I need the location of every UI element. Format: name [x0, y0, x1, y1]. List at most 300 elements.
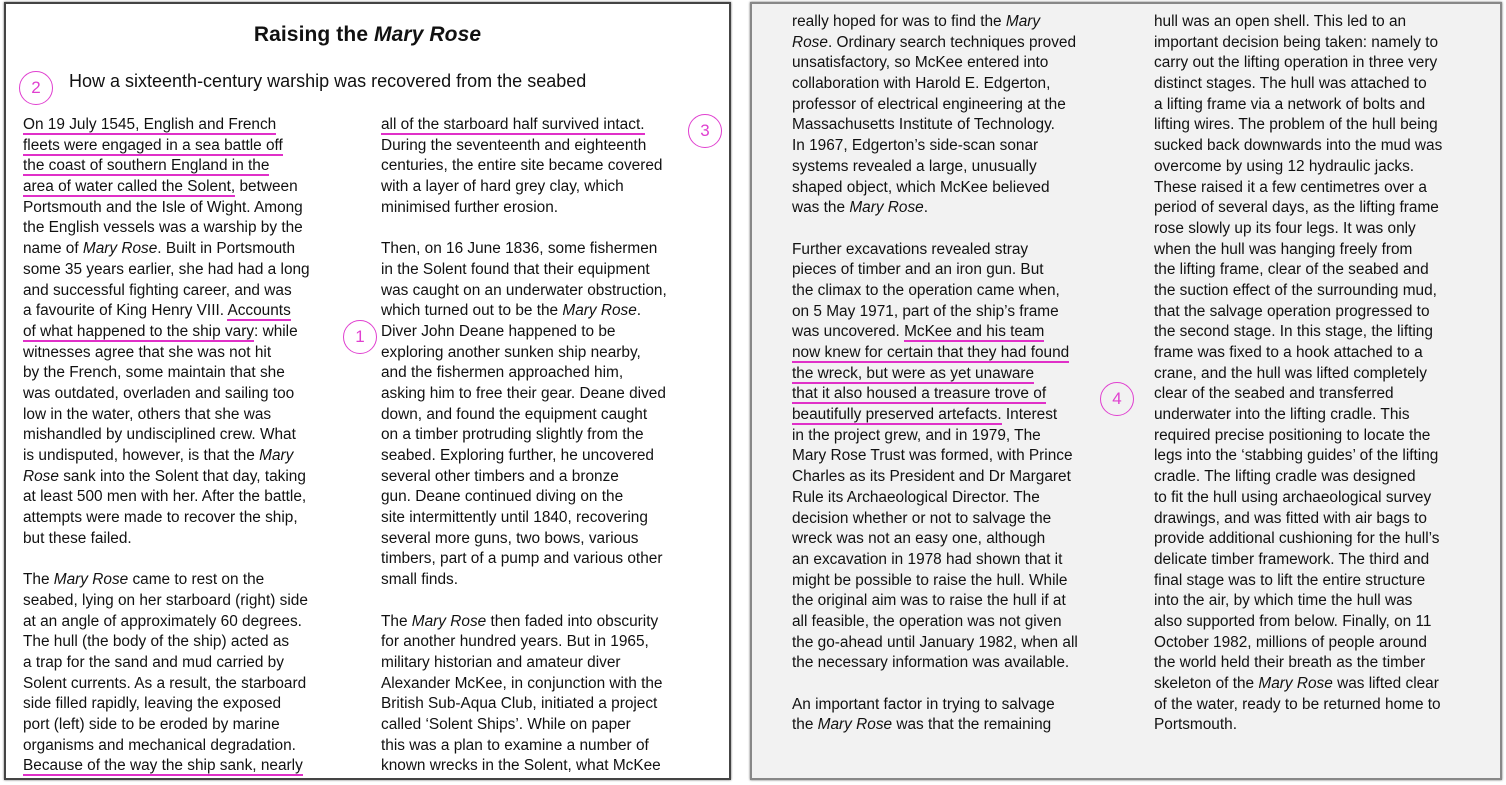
- text-run: on a timber protruding slightly from the: [381, 426, 644, 444]
- annotation-marker-3: 3: [688, 114, 722, 148]
- text-line: [23, 487, 368, 508]
- text-run: was the: [792, 199, 850, 217]
- text-run: Charles as its President and Dr Margaret: [792, 468, 1071, 486]
- text-line: [1154, 591, 1499, 612]
- underlined-text: McKee and his team: [904, 323, 1045, 341]
- text-run: overcome by using 12 hydraulic jacks.: [1154, 157, 1415, 175]
- text-run: .: [923, 199, 929, 217]
- text-line: [381, 549, 716, 570]
- text-run: in the project grew, and in 1979, The: [792, 426, 1041, 444]
- text-line: [23, 156, 368, 177]
- text-run: Mary Rose: [562, 302, 637, 320]
- text-run: systems revealed a large, unusually: [792, 157, 1037, 175]
- underlined-text: Because of the way the ship sank, nearly: [23, 757, 303, 775]
- text-line: [381, 694, 716, 715]
- text-line: [792, 405, 1142, 426]
- text-column-2: [381, 115, 716, 777]
- text-run: low in the water, others that she was: [23, 405, 272, 423]
- text-run: decision whether or not to salvage the: [792, 509, 1052, 527]
- text-run: Interest: [1001, 406, 1058, 424]
- text-line: [23, 632, 368, 653]
- text-run: with a layer of hard grey clay, which: [381, 178, 624, 196]
- text-run: important decision being taken: namely to: [1154, 33, 1439, 51]
- text-line: [381, 570, 716, 591]
- text-run: . Ordinary search techniques proved: [827, 33, 1077, 51]
- text-line: [1154, 550, 1499, 571]
- text-run: carry out the lifting operation in three very: [1154, 54, 1438, 72]
- text-run: Further excavations revealed stray: [792, 240, 1029, 258]
- text-line: [381, 177, 716, 198]
- text-line: [23, 736, 368, 757]
- text-line: [1154, 12, 1499, 33]
- text-line: [381, 487, 716, 508]
- text-line: [792, 115, 1142, 136]
- text-run: side filled rapidly, leaving the exposed: [23, 695, 282, 713]
- text-line: [792, 695, 1142, 716]
- text-line: [1154, 240, 1499, 261]
- text-run: required precise positioning to locate the: [1154, 426, 1431, 444]
- text-line: [1154, 467, 1499, 488]
- text-line: [1154, 384, 1499, 405]
- text-run: In 1967, Edgerton’s side-scan sonar: [792, 137, 1039, 155]
- text-line: [23, 529, 368, 550]
- text-run: in the Solent found that their equipment: [381, 260, 650, 278]
- text-line: [792, 591, 1142, 612]
- text-line: [1154, 302, 1499, 323]
- text-line: [792, 653, 1142, 674]
- text-line: [23, 218, 368, 239]
- text-run: sank into the Solent that day, taking: [58, 467, 306, 485]
- text-line: [1154, 529, 1499, 550]
- underlined-text: Accounts: [227, 302, 291, 320]
- text-line: [23, 343, 368, 364]
- text-line: [381, 156, 716, 177]
- text-run: centuries, the entire site became covered: [381, 157, 663, 175]
- text-run: really hoped for was to find the: [792, 13, 1006, 30]
- text-run: name of: [23, 240, 83, 258]
- text-line: [23, 239, 368, 260]
- text-run: The: [381, 612, 412, 630]
- text-run: Diver John Deane happened to be: [381, 322, 616, 340]
- text-run: all feasible, the operation was not given: [792, 612, 1062, 630]
- text-line: [23, 281, 368, 302]
- text-line: [381, 612, 716, 633]
- text-line: [792, 529, 1142, 550]
- text-run: Mary Rose: [849, 199, 924, 217]
- text-run: The: [23, 571, 54, 589]
- text-column-3: [792, 12, 1142, 736]
- text-run: Rule its Archaeological Director. The: [792, 488, 1040, 506]
- text-run: skeleton of the: [1154, 675, 1259, 692]
- text-run: lifting wires. The problem of the hull being: [1154, 116, 1438, 134]
- text-run: Rose: [792, 33, 828, 51]
- text-run: Portsmouth and the Isle of Wight. Among: [23, 198, 303, 216]
- text-line: [381, 674, 716, 695]
- text-run: unsatisfactory, so McKee entered into: [792, 54, 1049, 72]
- text-line: [23, 301, 368, 322]
- text-line: [1154, 364, 1499, 385]
- text-run: the go-ahead until January 1982, when all: [792, 633, 1078, 651]
- text-line: [1154, 343, 1499, 364]
- text-line: [1154, 260, 1499, 281]
- text-run: the: [792, 716, 818, 734]
- text-line: [381, 115, 716, 136]
- text-line: [381, 301, 716, 322]
- text-line: [381, 405, 716, 426]
- text-run: provide additional cushioning for the hull’s: [1154, 530, 1440, 548]
- text-run: might be possible to raise the hull. While: [792, 571, 1068, 589]
- text-line: [792, 343, 1142, 364]
- text-run: on 5 May 1971, part of the ship’s frame: [792, 302, 1059, 320]
- text-line: [23, 405, 368, 426]
- text-run: An important factor in trying to salvage: [792, 695, 1055, 713]
- text-run: a lifting frame via a network of bolts and: [1154, 95, 1426, 113]
- text-line: [381, 446, 716, 467]
- text-line: [1154, 509, 1499, 530]
- text-line: [381, 198, 716, 219]
- text-line: [792, 426, 1142, 447]
- underlined-text: of what happened to the ship vary: [23, 322, 255, 340]
- text-line: [381, 508, 716, 529]
- text-run: was uncovered.: [792, 323, 905, 341]
- text-run: the English vessels was a warship by the: [23, 219, 303, 237]
- text-run: small finds.: [381, 571, 458, 589]
- underlined-text: the wreck, but were as yet unaware: [792, 364, 1035, 382]
- text-line: [792, 571, 1142, 592]
- text-run: period of several days, as the lifting frame: [1154, 199, 1439, 217]
- text-line: [1154, 178, 1499, 199]
- text-line: [381, 239, 716, 260]
- text-run: attempts were made to recover the ship,: [23, 509, 298, 527]
- text-line: [381, 653, 716, 674]
- text-line: [381, 425, 716, 446]
- text-run: was that the remaining: [892, 716, 1052, 734]
- text-run: the original aim was to raise the hull if at: [792, 592, 1066, 610]
- text-line: [23, 198, 368, 219]
- text-run: into the air, by which time the hull was: [1154, 592, 1413, 610]
- text-run: several more guns, two bows, various: [381, 529, 639, 547]
- text-line: [23, 467, 368, 488]
- text-run: then faded into obscurity: [486, 612, 659, 630]
- text-line: [381, 715, 716, 736]
- text-line: [381, 591, 716, 612]
- text-line: [792, 488, 1142, 509]
- text-run: Then, on 16 June 1836, some fishermen: [381, 240, 658, 258]
- text-run: Portsmouth.: [1154, 716, 1237, 734]
- text-run: that the salvage operation progressed to: [1154, 302, 1430, 320]
- text-line: [381, 756, 716, 777]
- text-run: British Sub-Aqua Club, initiated a project: [381, 695, 658, 713]
- text-run: was outdated, overladen and sailing too: [23, 384, 295, 402]
- text-column-4: [1154, 12, 1499, 736]
- text-run: Mary Rose: [53, 571, 129, 589]
- text-line: [1154, 95, 1499, 116]
- text-run: mishandled by undisciplined crew. What: [23, 426, 296, 444]
- text-run: to fit the hull using archaeological survey: [1154, 488, 1432, 506]
- text-line: [23, 570, 368, 591]
- text-run: clear of the seabed and transferred: [1154, 385, 1394, 403]
- underlined-text: now knew for certain that they had found: [792, 344, 1070, 361]
- text-run: legs into the ‘stabbing guides’ of the lifting: [1154, 447, 1439, 465]
- text-run: by the French, some maintain that she: [23, 364, 285, 382]
- text-run: some 35 years earlier, she had had a long: [23, 260, 310, 278]
- text-line: [792, 157, 1142, 178]
- text-line: [792, 12, 1142, 33]
- annotation-marker-4: 4: [1100, 382, 1134, 416]
- text-line: [381, 281, 716, 302]
- text-line: [23, 384, 368, 405]
- text-line: [1154, 53, 1499, 74]
- underlined-text: On 19 July 1545, English and French: [23, 116, 277, 133]
- text-line: [792, 384, 1142, 405]
- text-line: [792, 260, 1142, 281]
- page-gutter: [733, 0, 748, 785]
- text-run: of the water, ready to be returned home to: [1154, 695, 1441, 713]
- text-run: this was a plan to examine a number of: [381, 736, 649, 754]
- text-run: hull was an open shell. This led to an: [1154, 13, 1407, 30]
- text-line: [1154, 612, 1499, 633]
- text-line: [23, 177, 368, 198]
- text-run: seabed. Exploring further, he uncovered: [381, 447, 654, 464]
- text-line: [792, 240, 1142, 261]
- text-run: October 1982, millions of people around: [1154, 633, 1427, 651]
- text-run: rose slowly up its four legs. It was only: [1154, 219, 1416, 237]
- text-run: Mary: [1005, 13, 1041, 30]
- text-line: [792, 198, 1142, 219]
- text-run: asking him to free their gear. Deane dived: [381, 384, 666, 402]
- text-run: is undisputed, however, is that the: [23, 447, 260, 464]
- text-line: [23, 674, 368, 695]
- text-run: Mary Rose: [1258, 675, 1333, 692]
- text-run: a favourite of King Henry VIII.: [23, 302, 228, 320]
- article-title-text: Raising the: [253, 23, 369, 46]
- text-line: [1154, 157, 1499, 178]
- text-run: witnesses agree that she was not hit: [23, 343, 272, 361]
- text-line: [1154, 488, 1499, 509]
- text-column-1: [23, 115, 368, 777]
- text-run: Mary: [259, 447, 294, 464]
- text-run: down, and found the equipment caught: [381, 405, 648, 423]
- article-subtitle: How a sixteenth-century warship was recovered from the seabed: [69, 71, 587, 91]
- text-run: a trap for the sand and mud carried by: [23, 653, 284, 671]
- text-run: the world held their breath as the timber: [1154, 654, 1426, 672]
- text-line: [1154, 695, 1499, 716]
- text-line: [792, 95, 1142, 116]
- underlined-text: beautifully preserved artefacts.: [792, 406, 1002, 424]
- text-run: port (left) side to be eroded by marine: [23, 715, 280, 733]
- text-line: [792, 550, 1142, 571]
- text-line: [1154, 198, 1499, 219]
- text-run: for another hundred years. But in 1965,: [381, 633, 649, 651]
- left-page: [4, 2, 731, 780]
- text-run: The hull (the body of the ship) acted as: [23, 633, 290, 651]
- text-line: [381, 529, 716, 550]
- text-run: Alexander McKee, in conjunction with the: [381, 674, 663, 692]
- text-run: sucked back downwards into the mud was: [1154, 137, 1443, 155]
- text-run: but these failed.: [23, 529, 132, 547]
- text-run: timbers, part of a pump and various other: [381, 550, 663, 568]
- text-run: military historian and amateur diver: [381, 653, 621, 671]
- text-run: cradle. The lifting cradle was designed: [1154, 468, 1416, 486]
- text-run: the lifting frame, clear of the seabed and: [1154, 261, 1429, 279]
- text-run: and successful fighting career, and was: [23, 281, 292, 299]
- text-line: [792, 53, 1142, 74]
- text-run: distinct stages. The hull was attached to: [1154, 75, 1427, 93]
- text-run: pieces of timber and an iron gun. But: [792, 261, 1044, 279]
- text-line: [1154, 115, 1499, 136]
- text-run: also supported from below. Finally, on 11: [1154, 612, 1432, 630]
- text-line: [23, 260, 368, 281]
- text-line: [792, 446, 1142, 467]
- text-line: [792, 74, 1142, 95]
- text-line: [792, 364, 1142, 385]
- text-line: [1154, 219, 1499, 240]
- text-run: These raised it a few centimetres over a: [1154, 178, 1427, 196]
- text-line: [1154, 33, 1499, 54]
- text-line: [1154, 674, 1499, 695]
- text-run: professor of electrical engineering at the: [792, 95, 1066, 113]
- text-run: collaboration with Harold E. Edgerton,: [792, 75, 1051, 93]
- text-line: [792, 612, 1142, 633]
- text-run: at least 500 men with her. After the battle,: [23, 488, 307, 506]
- text-run: the necessary information was available.: [792, 654, 1070, 672]
- text-line: [1154, 633, 1499, 654]
- text-line: [1154, 446, 1499, 467]
- underlined-text: that it also housed a treasure trove of: [792, 385, 1047, 403]
- text-run: organisms and mechanical degradation.: [23, 736, 296, 754]
- text-run: delicate timber framework. The third and: [1154, 550, 1430, 568]
- text-run: called ‘Solent Ships’. While on paper: [381, 715, 631, 733]
- text-line: [1154, 322, 1499, 343]
- text-run: came to rest on the: [128, 571, 265, 589]
- text-line: [23, 508, 368, 529]
- text-line: [792, 509, 1142, 530]
- text-run: the climax to the operation came when,: [792, 281, 1060, 299]
- text-line: [381, 632, 716, 653]
- text-run: gun. Deane continued diving on the: [381, 488, 624, 506]
- text-run: known wrecks in the Solent, what McKee: [381, 757, 661, 775]
- text-run: Mary Rose: [411, 612, 487, 630]
- text-run: drawings, and was fitted with air bags to: [1154, 509, 1427, 527]
- text-line: [792, 467, 1142, 488]
- text-line: [792, 281, 1142, 302]
- article-title: [6, 23, 729, 47]
- underlined-text: area of water called the Solent,: [23, 178, 236, 196]
- text-run: at an angle of approximately 60 degrees.: [23, 612, 302, 630]
- text-line: [1154, 136, 1499, 157]
- text-run: was lifted clear: [1332, 675, 1439, 692]
- text-line: [381, 384, 716, 405]
- text-line: [381, 260, 716, 281]
- annotation-marker-2: 2: [19, 71, 53, 105]
- underlined-text: the coast of southern England in the: [23, 157, 270, 175]
- text-line: [381, 218, 716, 239]
- text-run: Massachusetts Institute of Technology.: [792, 116, 1055, 134]
- text-line: [1154, 74, 1499, 95]
- text-line: [381, 322, 716, 343]
- text-line: [792, 33, 1142, 54]
- text-run: the suction effect of the surrounding mud,: [1154, 281, 1437, 299]
- right-page: [750, 2, 1502, 780]
- text-line: [792, 633, 1142, 654]
- text-line: [381, 343, 716, 364]
- text-line: [792, 715, 1142, 736]
- text-run: frame was fixed to a hook attached to a: [1154, 344, 1423, 361]
- text-run: final stage was to lift the entire structure: [1154, 571, 1426, 589]
- text-run: . Built in Portsmouth: [157, 240, 296, 258]
- underlined-text: all of the starboard half survived intact.: [381, 116, 645, 133]
- text-line: [1154, 405, 1499, 426]
- text-line: [23, 612, 368, 633]
- text-line: [792, 302, 1142, 323]
- text-run: Mary Rose Trust was formed, with Prince: [792, 447, 1073, 465]
- text-line: [1154, 281, 1499, 302]
- text-run: Mary Rose: [817, 716, 893, 734]
- text-run: During the seventeenth and eighteenth: [381, 136, 647, 154]
- text-run: was caught on an underwater obstruction,: [381, 281, 667, 299]
- text-run: crane, and the hull was lifted completely: [1154, 364, 1427, 382]
- text-line: [381, 467, 716, 488]
- text-line: [23, 115, 368, 136]
- text-line: [23, 653, 368, 674]
- text-run: seabed, lying on her starboard (right) side: [23, 591, 308, 609]
- text-line: [23, 425, 368, 446]
- text-line: [792, 136, 1142, 157]
- text-line: [23, 136, 368, 157]
- text-run: .: [636, 302, 642, 320]
- text-line: [1154, 715, 1499, 736]
- text-line: [381, 736, 716, 757]
- text-run: an excavation in 1978 had shown that it: [792, 550, 1063, 568]
- annotation-marker-1: 1: [343, 320, 377, 354]
- text-run: between: [235, 178, 298, 196]
- text-run: and the fishermen approached him,: [381, 364, 624, 382]
- article-title-italic: Mary Rose: [374, 23, 482, 46]
- text-run: Solent currents. As a result, the starboard: [23, 674, 307, 692]
- text-line: [1154, 426, 1499, 447]
- text-run: wreck was not an easy one, although: [792, 530, 1046, 548]
- text-line: [23, 322, 368, 343]
- text-line: [1154, 571, 1499, 592]
- text-line: [381, 136, 716, 157]
- text-line: [792, 219, 1142, 240]
- text-run: minimised further erosion.: [381, 198, 559, 216]
- text-line: [23, 446, 368, 467]
- text-line: [23, 756, 368, 777]
- text-line: [23, 715, 368, 736]
- text-line: [381, 363, 716, 384]
- text-line: [23, 591, 368, 612]
- text-run: the second stage. In this stage, the lifting: [1154, 323, 1433, 341]
- text-run: site intermittently until 1840, recovering: [381, 509, 648, 527]
- text-run: : while: [254, 322, 298, 340]
- text-line: [792, 322, 1142, 343]
- text-line: [23, 363, 368, 384]
- text-run: shaped object, which McKee believed: [792, 178, 1050, 196]
- text-run: several other timbers and a bronze: [381, 467, 619, 485]
- text-run: exploring another sunken ship nearby,: [381, 343, 641, 361]
- text-line: [1154, 653, 1499, 674]
- text-line: [23, 694, 368, 715]
- text-line: [792, 178, 1142, 199]
- text-run: when the hull was hanging freely from: [1154, 240, 1413, 258]
- text-line: [23, 549, 368, 570]
- text-line: [792, 674, 1142, 695]
- underlined-text: fleets were engaged in a sea battle off: [23, 136, 283, 154]
- text-run: which turned out to be the: [381, 302, 563, 320]
- text-run: Mary Rose: [82, 240, 158, 258]
- text-run: underwater into the lifting cradle. This: [1154, 406, 1410, 424]
